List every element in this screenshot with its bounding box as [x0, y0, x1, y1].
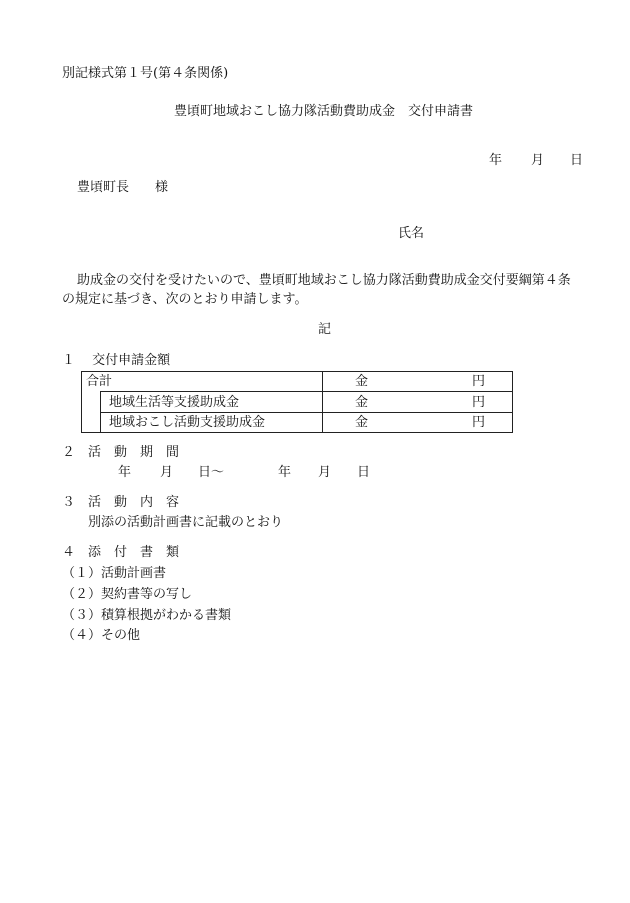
date-month: 月 — [531, 153, 545, 168]
row-seikatsu-label: 地域生活等支援助成金 — [109, 395, 240, 410]
attachment-item: （４）その他 — [62, 628, 141, 643]
date-year: 年 — [489, 153, 503, 168]
row-divider — [100, 412, 513, 413]
row-divider — [100, 391, 513, 392]
section3-content: 別添の活動計画書に記載のとおり — [88, 515, 284, 530]
period-start-day: 日～ — [198, 465, 225, 480]
attachment-item: （１）活動計画書 — [62, 566, 167, 581]
name-label: 氏名 — [398, 226, 425, 241]
section3-heading: ３ 活 動 内 容 — [62, 495, 180, 510]
ki-marker: 記 — [318, 322, 332, 337]
period-end-day: 日 — [357, 465, 371, 480]
attachment-item: （３）積算根拠がわかる書類 — [62, 608, 232, 623]
form-label: 別記様式第１号(第４条関係) — [62, 66, 229, 81]
row-seikatsu-kin: 金 — [355, 395, 369, 410]
period-end-month: 月 — [318, 465, 332, 480]
date-day: 日 — [570, 153, 584, 168]
row-total-label: 合計 — [86, 374, 113, 389]
section4-heading: ４ 添 付 書 類 — [62, 545, 180, 560]
period-end-year: 年 — [278, 465, 292, 480]
section2-heading: ２ 活 動 期 間 — [62, 445, 180, 460]
body-text-line-2: の規定に基づき、次のとおり申請します。 — [62, 292, 308, 307]
row-total-en: 円 — [472, 374, 486, 389]
form-title: 豊頃町地域おこし協力隊活動費助成金 交付申請書 — [174, 104, 474, 119]
indent-divider — [100, 391, 101, 433]
row-katsudo-en: 円 — [472, 415, 486, 430]
period-start-month: 月 — [160, 465, 174, 480]
body-text-line-1: 助成金の交付を受けたいので、豊頃町地域おこし協力隊活動費助成金交付要綱第４条 — [77, 273, 571, 288]
row-katsudo-kin: 金 — [355, 415, 369, 430]
section1-heading: １ 交付申請金額 — [62, 353, 171, 368]
row-seikatsu-en: 円 — [472, 395, 486, 410]
row-katsudo-label: 地域おこし活動支援助成金 — [109, 415, 266, 430]
column-divider — [322, 371, 323, 433]
row-total-kin: 金 — [355, 374, 369, 389]
period-start-year: 年 — [118, 465, 132, 480]
addressee: 豊頃町長 様 — [77, 180, 169, 195]
attachment-item: （２）契約書等の写し — [62, 587, 193, 602]
